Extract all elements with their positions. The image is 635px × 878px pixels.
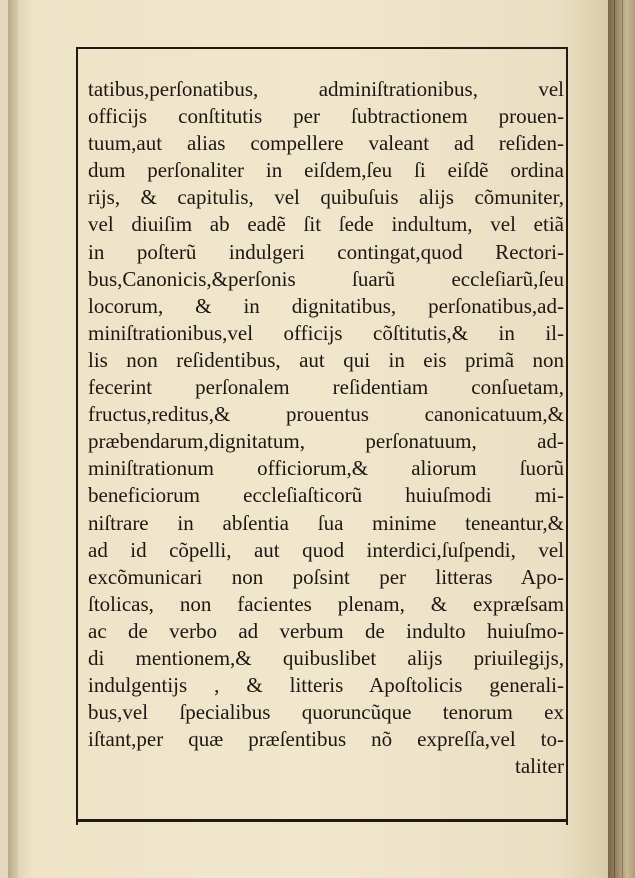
text-line-8: bus,Canonicis,&perſonis ſuarũ eccleſiarũ,ſeu — [88, 266, 564, 291]
text-line-6: vel diuiſim ab eadẽ ſit ſede indultum, vel etiã — [88, 212, 564, 237]
bottom-rule — [78, 819, 568, 822]
binding-shadow — [8, 0, 18, 878]
text-line-1: tatibus,perſonatibus, adminiſtrationibus, vel — [88, 77, 564, 101]
text-line-14: præbendarum,dignitatum, perſonatuum, ad- — [88, 429, 564, 454]
text-line-13: fructus,reditus,& prouentus canonicatuum,& — [88, 402, 564, 427]
text-line-19: excõmunicari non poſsint per litteras Apo- — [88, 564, 564, 589]
adjacent-page-edges — [608, 0, 635, 878]
text-line-7: in poſterũ indulgeri contingat,quod Rectori- — [88, 239, 564, 264]
text-line-22: di mentionem,& quibuslibet alijs priuilegijs, — [88, 645, 564, 670]
text-line-11: lis non reſidentibus, aut qui in eis primã non — [88, 347, 564, 372]
text-line-17: niſtrare in abſentia ſua minime teneantur,& — [88, 510, 564, 535]
top-rule — [78, 47, 568, 49]
text-line-15: miniſtrationum officiorum,& aliorum ſuorũ — [88, 456, 564, 481]
text-line-23: indulgentijs , & litteris Apoſtolicis generali- — [88, 673, 564, 698]
text-line-9: locorum, & in dignitatibus, perſonatibus,ad- — [88, 293, 564, 318]
text-line-18: ad id cõpelli, aut quod interdici,ſuſpendi, vel — [88, 537, 564, 562]
text-line-5: rijs, & capitulis, vel quibuſuis alijs cõmuniter, — [88, 185, 564, 210]
text-line-3: tuum,aut alias compellere valeant ad reſiden- — [88, 131, 564, 156]
text-line-21: ac de verbo ad verbum de indulto huiuſmo- — [88, 618, 564, 643]
text-line-2: officijs conſtitutis per ſubtractionem prouen- — [88, 104, 564, 129]
catchword: taliter — [515, 754, 564, 779]
text-line-20: ſtolicas, non facientes plenam, & expræſsam — [88, 591, 564, 616]
text-line-4: dum perſonaliter in eiſdem,ſeu ſi eiſdẽ ordina — [88, 158, 564, 183]
text-line-12: fecerint perſonalem reſidentiam conſuetam, — [88, 375, 564, 400]
body-text — [88, 76, 564, 780]
text-line-25: iſtant,per quæ præſentibus nõ expreſſa,vel to- — [88, 727, 564, 752]
text-line-10: miniſtrationibus,vel officijs cõſtitutis,& in il- — [88, 320, 564, 345]
text-line-16: beneficiorum eccleſiaſticorũ huiuſmodi mi- — [88, 483, 564, 508]
text-line-24: bus,vel ſpecialibus quoruncũque tenorum ex — [88, 700, 564, 725]
